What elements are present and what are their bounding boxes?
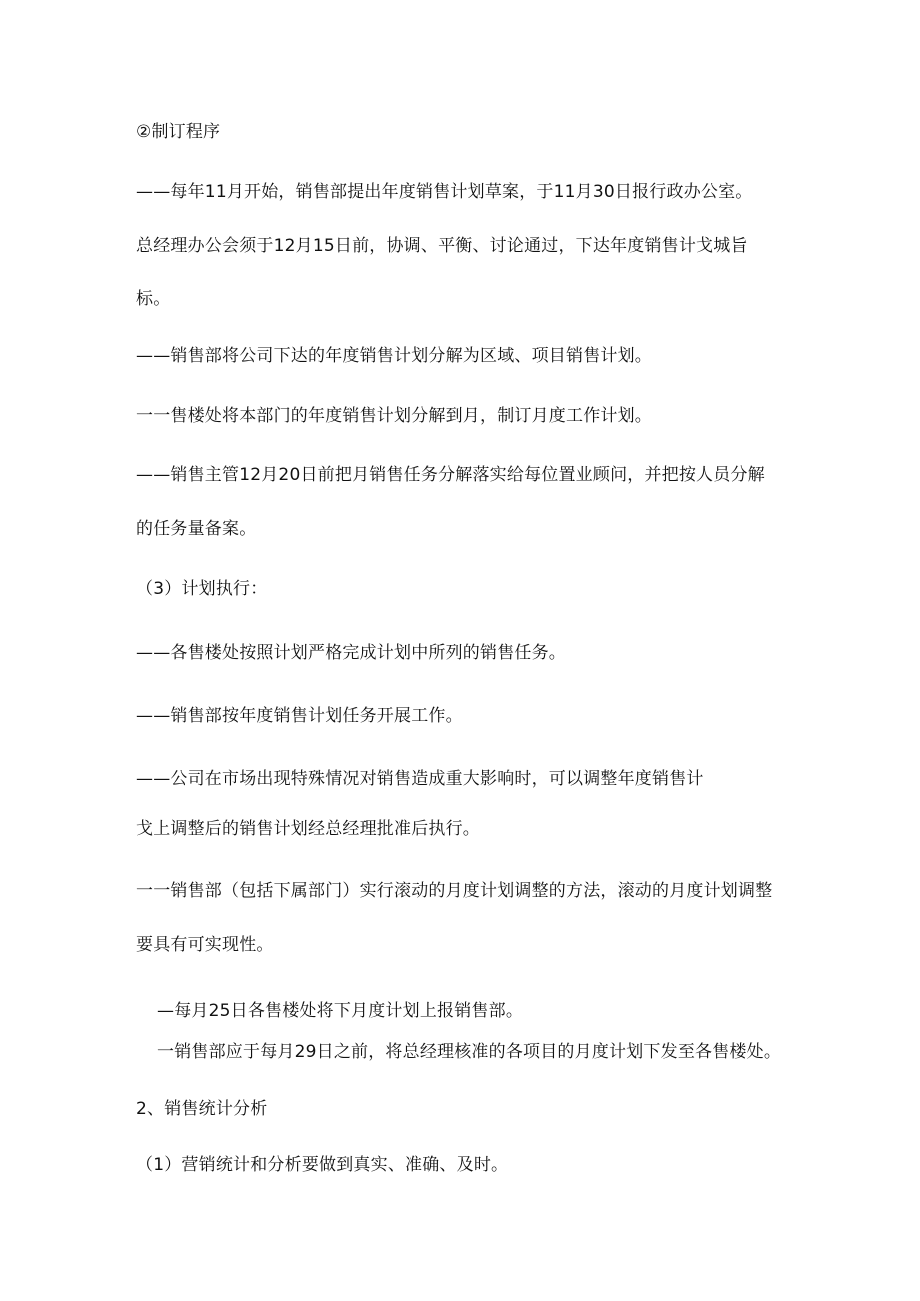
paragraph-line: 一一销售部（包括下属部门）实行滚动的月度计划调整的方法，滚动的月度计划调整 [136,881,773,901]
section-heading-sales-statistics: 2、销售统计分析 [136,1099,268,1119]
section-heading-procedure: ②制订程序 [136,122,221,142]
paragraph-line: 的任务量备案。 [136,519,257,539]
paragraph-line: —每月25日各售楼处将下月度计划上报销售部。 [157,1001,524,1021]
paragraph-line: ——每年11月开始，销售部提出年度销售计划草案，于11月30日报行政办公室。 [136,182,753,202]
paragraph-line: 一销售部应于每月29日之前，将总经理核准的各项目的月度计划下发至各售楼处。 [157,1042,782,1062]
paragraph-line: ——各售楼处按照计划严格完成计划中所列的销售任务。 [136,643,566,663]
paragraph-line: 标。 [136,289,171,309]
paragraph-line: （1）营销统计和分析要做到真实、准确、及时。 [136,1155,509,1175]
paragraph-line: ——销售主管12月20日前把月销售任务分解落实给每位置业顾问，并把按人员分解 [136,465,765,485]
paragraph-line: 戈上调整后的销售计划经总经理批准后执行。 [136,819,480,839]
paragraph-line: 总经理办公会须于12月15日前，协调、平衡、讨论通过，下达年度销售计戈城旨 [136,236,748,256]
paragraph-line: 一一售楼处将本部门的年度销售计划分解到月，制订月度工作计划。 [136,406,652,426]
paragraph-line: ——销售部按年度销售计划任务开展工作。 [136,706,463,726]
section-heading-execution: （3）计划执行： [136,579,268,599]
paragraph-line: ——公司在市场出现特殊情况对销售造成重大影响时，可以调整年度销售计 [136,769,704,789]
paragraph-line: ——销售部将公司下达的年度销售计划分解为区域、项目销售计划。 [136,346,652,366]
paragraph-line: 要具有可实现性。 [136,935,274,955]
